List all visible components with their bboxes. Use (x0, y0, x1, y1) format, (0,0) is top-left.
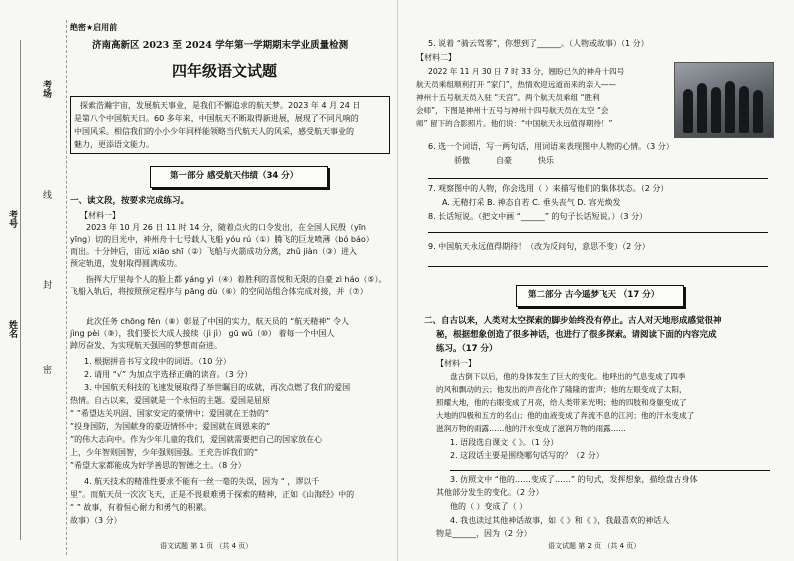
subquestion: 2. 这段话主要是围绕哪句话写的？（2 分） (450, 451, 604, 460)
q7-options: A. 无精打采 B. 神态自若 C. 垂头丧气 D. 容光焕发 (442, 198, 621, 207)
section-title: 第一部分 感受航天伟绩（34 分） (170, 171, 299, 181)
question-5: 5. 说着 “骑云驾雾”，你想到了______。（人物或故事）（1 分） (428, 39, 649, 48)
exam-header: 济南高新区 2023 至 2024 学年第一学期期末学业质量检测 (92, 40, 349, 51)
subquestion: 他的（ ）变成了（ ） (450, 502, 528, 511)
secret-label: 绝密★启用前 (70, 23, 118, 32)
subquestion: ”希望大家都能成为好学善思的智德之士。（8 分） (70, 461, 246, 470)
question-2: 练习。（17 分） (436, 344, 498, 354)
question-1: 一、读文段，按要求完成练习。 (70, 196, 190, 206)
subquestion: 物是______，因为（2 分） (436, 529, 532, 538)
subquestion: 其他部分发生的变化。（2 分） (436, 488, 544, 497)
material-label: 【材料一】 (436, 359, 476, 368)
passage-line: 航天员乘组顺利打开 “家门”，热情欢迎远道而来的亲人—— (416, 80, 617, 89)
question-7: 7. 观察图中的人物，你会选用（ ）来描写他们的集体状态。（2 分） (428, 184, 669, 193)
subquestion: ”投身国防，为国献身的豪迈情怀中；爱国就在周恩来的“ (70, 422, 271, 431)
question-2: 二、自古以来，人类对太空探索的脚步始终没有停止。古人对天地形成感觉很神 (424, 316, 722, 326)
passage-line: 滋润万物的雨露……他的汗水变成了滋润万物的雨露…… (436, 424, 626, 433)
subquestion: ”的伟大志向中。作为少年儿童的我们，爱国就需要把自己的国家放在心 (70, 435, 323, 444)
intro-line: 魅力，更添语文能力。 (74, 140, 154, 149)
subquestion: 4. 航天技术的精准性要求不能有一丝一毫的失误，因为 “ ，谬以千 (84, 477, 320, 486)
answer-line (428, 178, 768, 179)
seal-char: 封 (41, 280, 51, 289)
passage-line: 2023 年 10 月 26 日 11 时 14 分，随着点火的口令发出，在全国人民殷（yīn (86, 223, 366, 232)
passage-line: 踔厉奋发、为实现航天强国的梦想而奋进。 (70, 341, 222, 350)
passage-line: 盘古倒下以后，他的身体发生了巨大的变化。他呼出的气息变成了四季 (450, 372, 686, 381)
passage-line: 2022 年 11 月 30 日 7 时 33 分，翘盼已久的神舟十四号 (428, 67, 625, 76)
material-label: 【材料一】 (80, 211, 120, 220)
page-title: 四年级语文试题 (172, 62, 278, 80)
subquestion: 热情。自古以来，爱国就是一个永恒的主题。爱国是屈原 (70, 396, 270, 405)
passage-line: 而出。十分钟后，宙远 xiāo shī（②）飞船与火箭成功分离，zhǔ jiàn（③）进入 (70, 247, 357, 256)
exam-number-label: 考号 (7, 210, 17, 228)
question-9: 9. 中国航天永远值得期待！（改为反问句，意思不变）（2 分） (428, 242, 650, 251)
astronaut-group-photo (674, 62, 774, 138)
seal-line-char: 线 (41, 190, 51, 199)
subquestion: 1. 语段选自课文《 》。（1 分） (450, 438, 559, 447)
answer-line (450, 470, 770, 471)
subquestion: 3. 中国航天科技的飞速发展取得了举世瞩目的成就，再次点燃了我们的爱国 (84, 383, 351, 392)
answer-line (428, 232, 768, 233)
binding-margin (0, 20, 67, 555)
page-footer: 语文试题 第 2 页 （共 4 页） (548, 542, 641, 550)
passage-line: 师” 留下的合影照片。他们说：“中国航天永远值得期待！” (416, 119, 613, 128)
name-label: 姓名 (7, 320, 17, 338)
subquestion: 故事）（3 分） (70, 516, 122, 525)
intro-line: 是第八个中国航天日。60 多年来，中国航天不断取得新进展，展现了不同凡响的 (74, 114, 359, 123)
subquestion: 2. 请用 “√” 为加点字选择正确的读音。（3 分） (84, 370, 253, 379)
passage-line: 此次任务 chōng fēn（⑧）彰显了中国的实力，航天员的 “航天精神” 令人 (86, 317, 349, 326)
passage-line: 预定轨道，发射取得圆满成功。 (70, 259, 182, 268)
passage-line: 大地的四极和五方的名山；他的血液变成了奔流不息的江河；他的汗水变成了 (436, 411, 695, 420)
passage-line: jìng pèi（⑨），我们要长大成人接续（jì jì） gū wǔ（⑩） 着每一个中国人 (70, 329, 335, 338)
answer-line (428, 266, 768, 267)
subquestion: “ ” 故事，有着恒心耐力和勇气的积累。 (70, 503, 212, 512)
intro-line: 中国风采。相信我们的小小少年同样能领略当代航天人的风采，感受航天事业的 (74, 127, 354, 136)
question-2: 秘，根据想象创造了很多神话，也进行了很多探索。请阅读下面的内容完成 (436, 330, 717, 340)
word-option: 自豪 (496, 156, 512, 165)
passage-line: 的风和飘动的云；他发出的声音化作了隆隆的雷声；他的左眼变成了太阳， (436, 385, 687, 394)
subquestion: 1. 根据拼音书写文段中的词语。（10 分） (84, 357, 231, 366)
secret-char: 密 (41, 365, 51, 374)
passage-line: 指挥大厅里每个人的脸上都 yáng yì（④）着胜利的喜悦和无限的自豪 zì háo（⑤）。 (86, 275, 387, 284)
page-footer: 语文试题 第 1 页 （共 4 页） (160, 542, 253, 550)
exam-room-label: 考场 (41, 80, 51, 98)
subquestion: 3. 仿照文中 “他的……变成了……” 的句式，发挥想象，描绘盘古身体 (450, 475, 698, 484)
section-title: 第二部分 古今遥梦飞天 （17 分） (528, 290, 660, 300)
word-option: 快乐 (538, 156, 554, 165)
passage-line: 飞船入轨后，将按照预定程序与 pāng dù（⑥）的空间站组合体完成对接，并（⑦） (70, 287, 368, 296)
passage-line: 会师”，下图是神州十五号与神州十四号航天员在太空 “会 (416, 106, 609, 115)
passage-line: 神州十五号航天员入驻 “天宫”。两个航天员乘组 “胜利 (416, 93, 600, 102)
subquestion: 里”。而航天员一次次飞天，正是不畏艰难勇于探索的精神，正如《山海经》中的 (70, 490, 355, 499)
exam-page-2 (397, 0, 794, 561)
subquestion: 上，少年智则国智，少年强则国强。王充告诉我们的“ (70, 448, 259, 457)
word-option: 骄傲 (454, 156, 470, 165)
question-8: 8. 长话短说。（把文中画 “______” 的句子长话短说。）（3 分） (428, 212, 648, 221)
material-label: 【材料二】 (416, 53, 456, 62)
passage-line: yīng）切的目光中，神州舟十七号载人飞船 yóu rú（①）腾飞的巨龙喷薄（bó báo） (70, 235, 374, 244)
intro-line: 探索浩瀚宇宙，发展航天事业，是我们不懈追求的航天梦。2023 年 4 月 24 日 (80, 101, 361, 110)
subquestion: “ ”希望达关巩固、国家安定的豪情中；爱国就在王勃的“ (70, 409, 269, 418)
subquestion: 4. 我也读过其他神话故事，如《 》和《 》，我最喜欢的神话人 (450, 516, 670, 525)
margin-rule (20, 40, 21, 540)
passage-line: 照耀大地，他的右眼变成了月亮，给人类带来光明；他的四肢和身躯变成了 (436, 398, 687, 407)
question-6: 6. 选一个词语，写一两句话，用词语来表现图中人物的心情。（3 分） (428, 142, 674, 151)
